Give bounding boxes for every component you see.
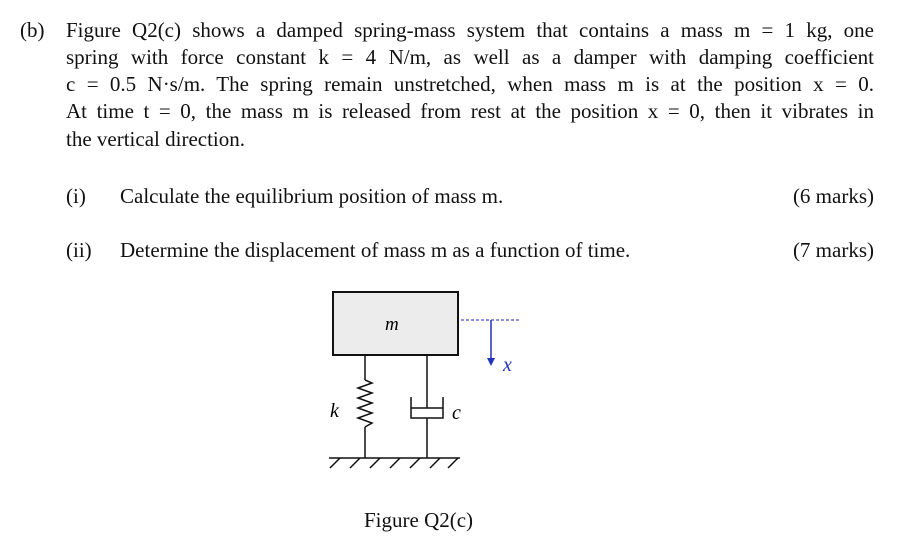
- question-text: Calculate the equilibrium position of mass m.: [120, 184, 504, 208]
- spring-label: k: [330, 400, 339, 422]
- paragraph-line: c = 0.5 N·s/m. The spring remain unstretched, when mass m is at the position x = 0.: [66, 72, 874, 96]
- figure-caption: Figure Q2(c): [364, 508, 474, 532]
- part-label: (b): [20, 18, 45, 42]
- ground: [329, 458, 460, 468]
- mass-label: m: [385, 314, 399, 335]
- question-marks: (6 marks): [792, 184, 874, 208]
- paragraph-line: Figure Q2(c) shows a damped spring-mass system that contains a mass m = 1 kg, one: [66, 18, 874, 42]
- displacement-label: x: [503, 354, 512, 376]
- arrow-head-icon: [487, 358, 495, 366]
- question-text: Determine the displacement of mass m as a function of time.: [120, 238, 631, 262]
- paragraph-line: spring with force constant k = 4 N/m, as well as a damper with damping coefficient: [66, 45, 874, 69]
- damper: [411, 355, 443, 458]
- question-marks: (7 marks): [792, 238, 874, 262]
- damper-label: c: [452, 402, 461, 424]
- spring: [358, 380, 372, 427]
- question-number: (ii): [66, 238, 92, 262]
- paragraph-line: At time t = 0, the mass m is released from rest at the position x = 0, then it vibrates in: [66, 99, 874, 123]
- question-number: (i): [66, 184, 86, 208]
- paragraph-line: the vertical direction.: [66, 127, 246, 151]
